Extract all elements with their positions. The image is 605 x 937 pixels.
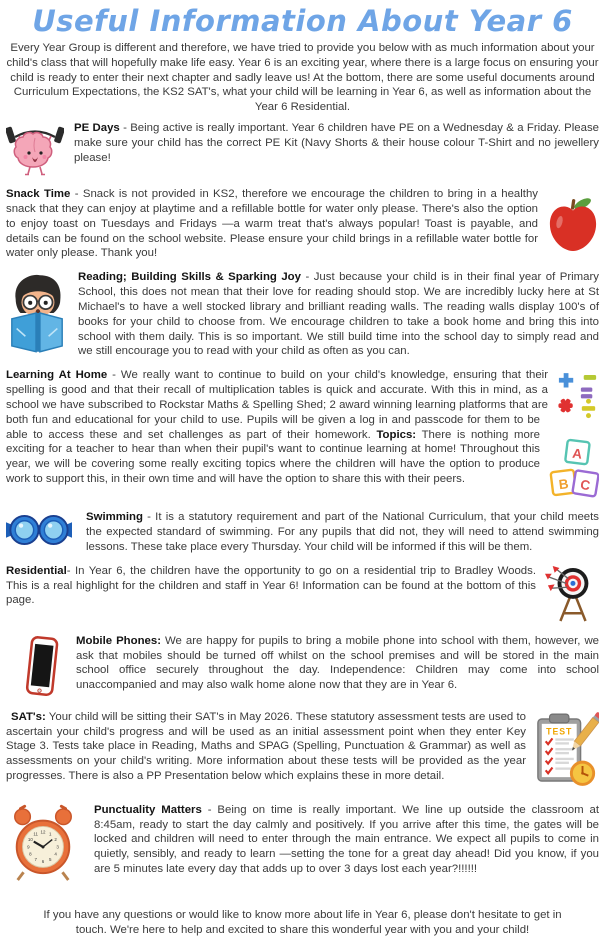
punctuality-body: - Being on time is really important. We line up outside the classroom at 8:45am, ready to start the day calmly and positively. If you arrive after this time, the gates will be locked and children will need to enter through the main entrance. We expect all pupils to come in quietly, sensibly, and ready to learn —setting the tone for a great day ahead! Did you know, if you are 5 minutes late every day that adds up to over 3 days lost each year?!!!!!!	[94, 803, 599, 876]
clock-number: 4	[54, 851, 57, 857]
pe-days-heading: PE Days	[74, 122, 120, 135]
learning-heading: Learning At Home	[6, 369, 108, 382]
section-residential	[6, 564, 599, 625]
learning-body-1: - We really want to continue to build on your child's knowledge, ensuring that their spelling is good and that their recall of multiplication tables is quick and accurate. With this in mind, as a school we have subscribed to Rockstar Maths & Spelling Shed; 2 award winning learning platforms that are both fun and educational for your child to use. Pupils will be given a log in and passcode for them to be able to access these and set challenges as part of their homework.	[6, 369, 548, 441]
test-clipboard-icon	[535, 711, 599, 789]
reading-heading: Reading; Building Skills & Sparking Joy	[78, 271, 301, 284]
clock-number: 1	[49, 831, 52, 837]
section-punctuality	[6, 803, 599, 884]
swimming-body: - It is a statutory requirement and part of the National Curriculum, that your child meets the expected standard of swimming. For any pupils that did not, they will need to attend swimming lessons. These take place every Thursday. Your child will be informed if this will be them.	[86, 511, 599, 553]
mobile-phones-heading: Mobile Phones:	[76, 634, 162, 647]
residential-body: - In Year 6, the children have the opportunity to go on a residential trip to Bradley Woods. This is a real highlight for the children and staff in Year 6! Information can be found at the bottom of this page.	[6, 564, 536, 607]
clock-number: 12	[40, 829, 46, 835]
learning-body-2: There is nothing more exciting for a teacher to hear than when their pupil's want to continue learning at home! Throughout this year, we will be covering some really exciting topics where the children will have the option to produce work to support this, in their own time and will have the option to share this with their peers.	[6, 428, 540, 486]
sats-heading: SAT's:	[11, 710, 46, 723]
section-snack-time	[6, 187, 599, 261]
clock-number: 3	[56, 844, 59, 850]
clock-number: 9	[27, 844, 30, 850]
dartboard-icon	[545, 565, 599, 623]
topics-heading: Topics:	[376, 428, 417, 441]
abc-blocks-icon	[549, 437, 599, 499]
snack-time-body: - Snack is not provided in KS2, therefore we encourage the children to bring in a healthy snack that they can enjoy at playtime and a refillable bottle for water only please. There's also the option to enjoy toast on Tuesdays and Fridays —a warm treat that's always popular! Toast is payable, and details can be found on the school website. Please ensure your child brings in a refillable water bottle for water only please. Thank you!	[6, 188, 538, 260]
section-pe-days	[6, 121, 599, 178]
closing-paragraph: If you have any questions or would like to know more about life in Year 6, please don't hesitate to get in touch. We're here to help and excited to share this wonderful year with you and your child!	[43, 908, 562, 936]
mobile-phones-body: We are happy for pupils to bring a mobile phone into school with them, however, we ask that mobiles should be turned off whilst on the school premises and will be stored in the main school office securely throughout the day. Independence: Children may come into school unaccompanied and may also walk home alone now that they are in Year 6.	[76, 634, 599, 692]
clock-number: 7	[34, 856, 37, 862]
mobile-phone-icon	[22, 635, 62, 699]
snack-time-heading: Snack Time	[6, 188, 71, 201]
block-letter-c: C	[579, 477, 592, 494]
math-symbols-icon	[557, 369, 599, 425]
section-reading	[6, 270, 599, 359]
residential-heading: Residential	[6, 564, 67, 577]
clock-number: 2	[54, 836, 57, 842]
intro-paragraph: Every Year Group is different and therefore, we have tried to provide you below with as much information about your child's class that will hopefully make life easy. Year 6 is an exciting year, where there is a large focus on ensuring your child is ready to enter their next chapter and sadly leave us! At the bottom, there are some useful documents around Curriculum Expectations, the KS2 SAT's, what your child will be learning in Year 6, as well as information about the Year 6 Residential.	[6, 42, 599, 114]
block-letter-a: A	[571, 446, 583, 463]
clock-number: 5	[49, 856, 52, 862]
section-learning-at-home	[6, 368, 599, 501]
clock-number: 6	[41, 858, 45, 864]
swim-goggles-icon	[6, 511, 72, 549]
sats-body: Your child will be sitting their SAT's in May 2026. These statutory assessment tests are used to ascertain your child's progress and will be used as an initial assessment point when they enter Key Stage 3. Tests take place in Reading, Maths and SPAG (Spelling, Punctuation & Grammar) as well as assessments on your child's writing. More information about these tests will be provided as the year progresses. There is also a PP Presentation below which explains these in more detail.	[6, 710, 526, 783]
section-mobile-phones	[6, 634, 599, 701]
section-swimming	[6, 510, 599, 554]
block-letter-b: B	[557, 476, 570, 493]
swimming-heading: Swimming	[86, 511, 143, 524]
apple-icon	[547, 195, 599, 255]
page-title: Useful Information About Year 6	[32, 4, 573, 38]
punctuality-heading: Punctuality Matters	[94, 803, 202, 816]
reading-boy-icon	[6, 271, 68, 355]
alarm-clock-icon	[6, 804, 80, 882]
brain-lifting-weights-icon	[6, 122, 64, 176]
reading-body: - Just because your child is in their final year of Primary School, this does not mean that their love for reading should stop. We are incredibly lucky here at St Michael's to have a well stocked library and brilliant reading walls. The reading walls display 100's of books for your child to choose from. We encourage children to take a book home and bring this into school with them daily. This is so important. We still build time into the school day to simply read and we still encourage you to read with your child as often as you can.	[78, 271, 599, 358]
pe-days-body: - Being active is really important. Year 6 children have PE on a Wednesday & a Friday. Please make sure your child has the correct PE Kit (Navy Shorts & their house colour T-Shirt and no jewellery please!	[74, 122, 600, 164]
clock-number: 8	[29, 851, 32, 857]
clock-number: 11	[33, 831, 39, 837]
section-sats	[6, 710, 599, 791]
test-label: TEST	[546, 726, 573, 737]
clock-number: 10	[27, 836, 33, 842]
